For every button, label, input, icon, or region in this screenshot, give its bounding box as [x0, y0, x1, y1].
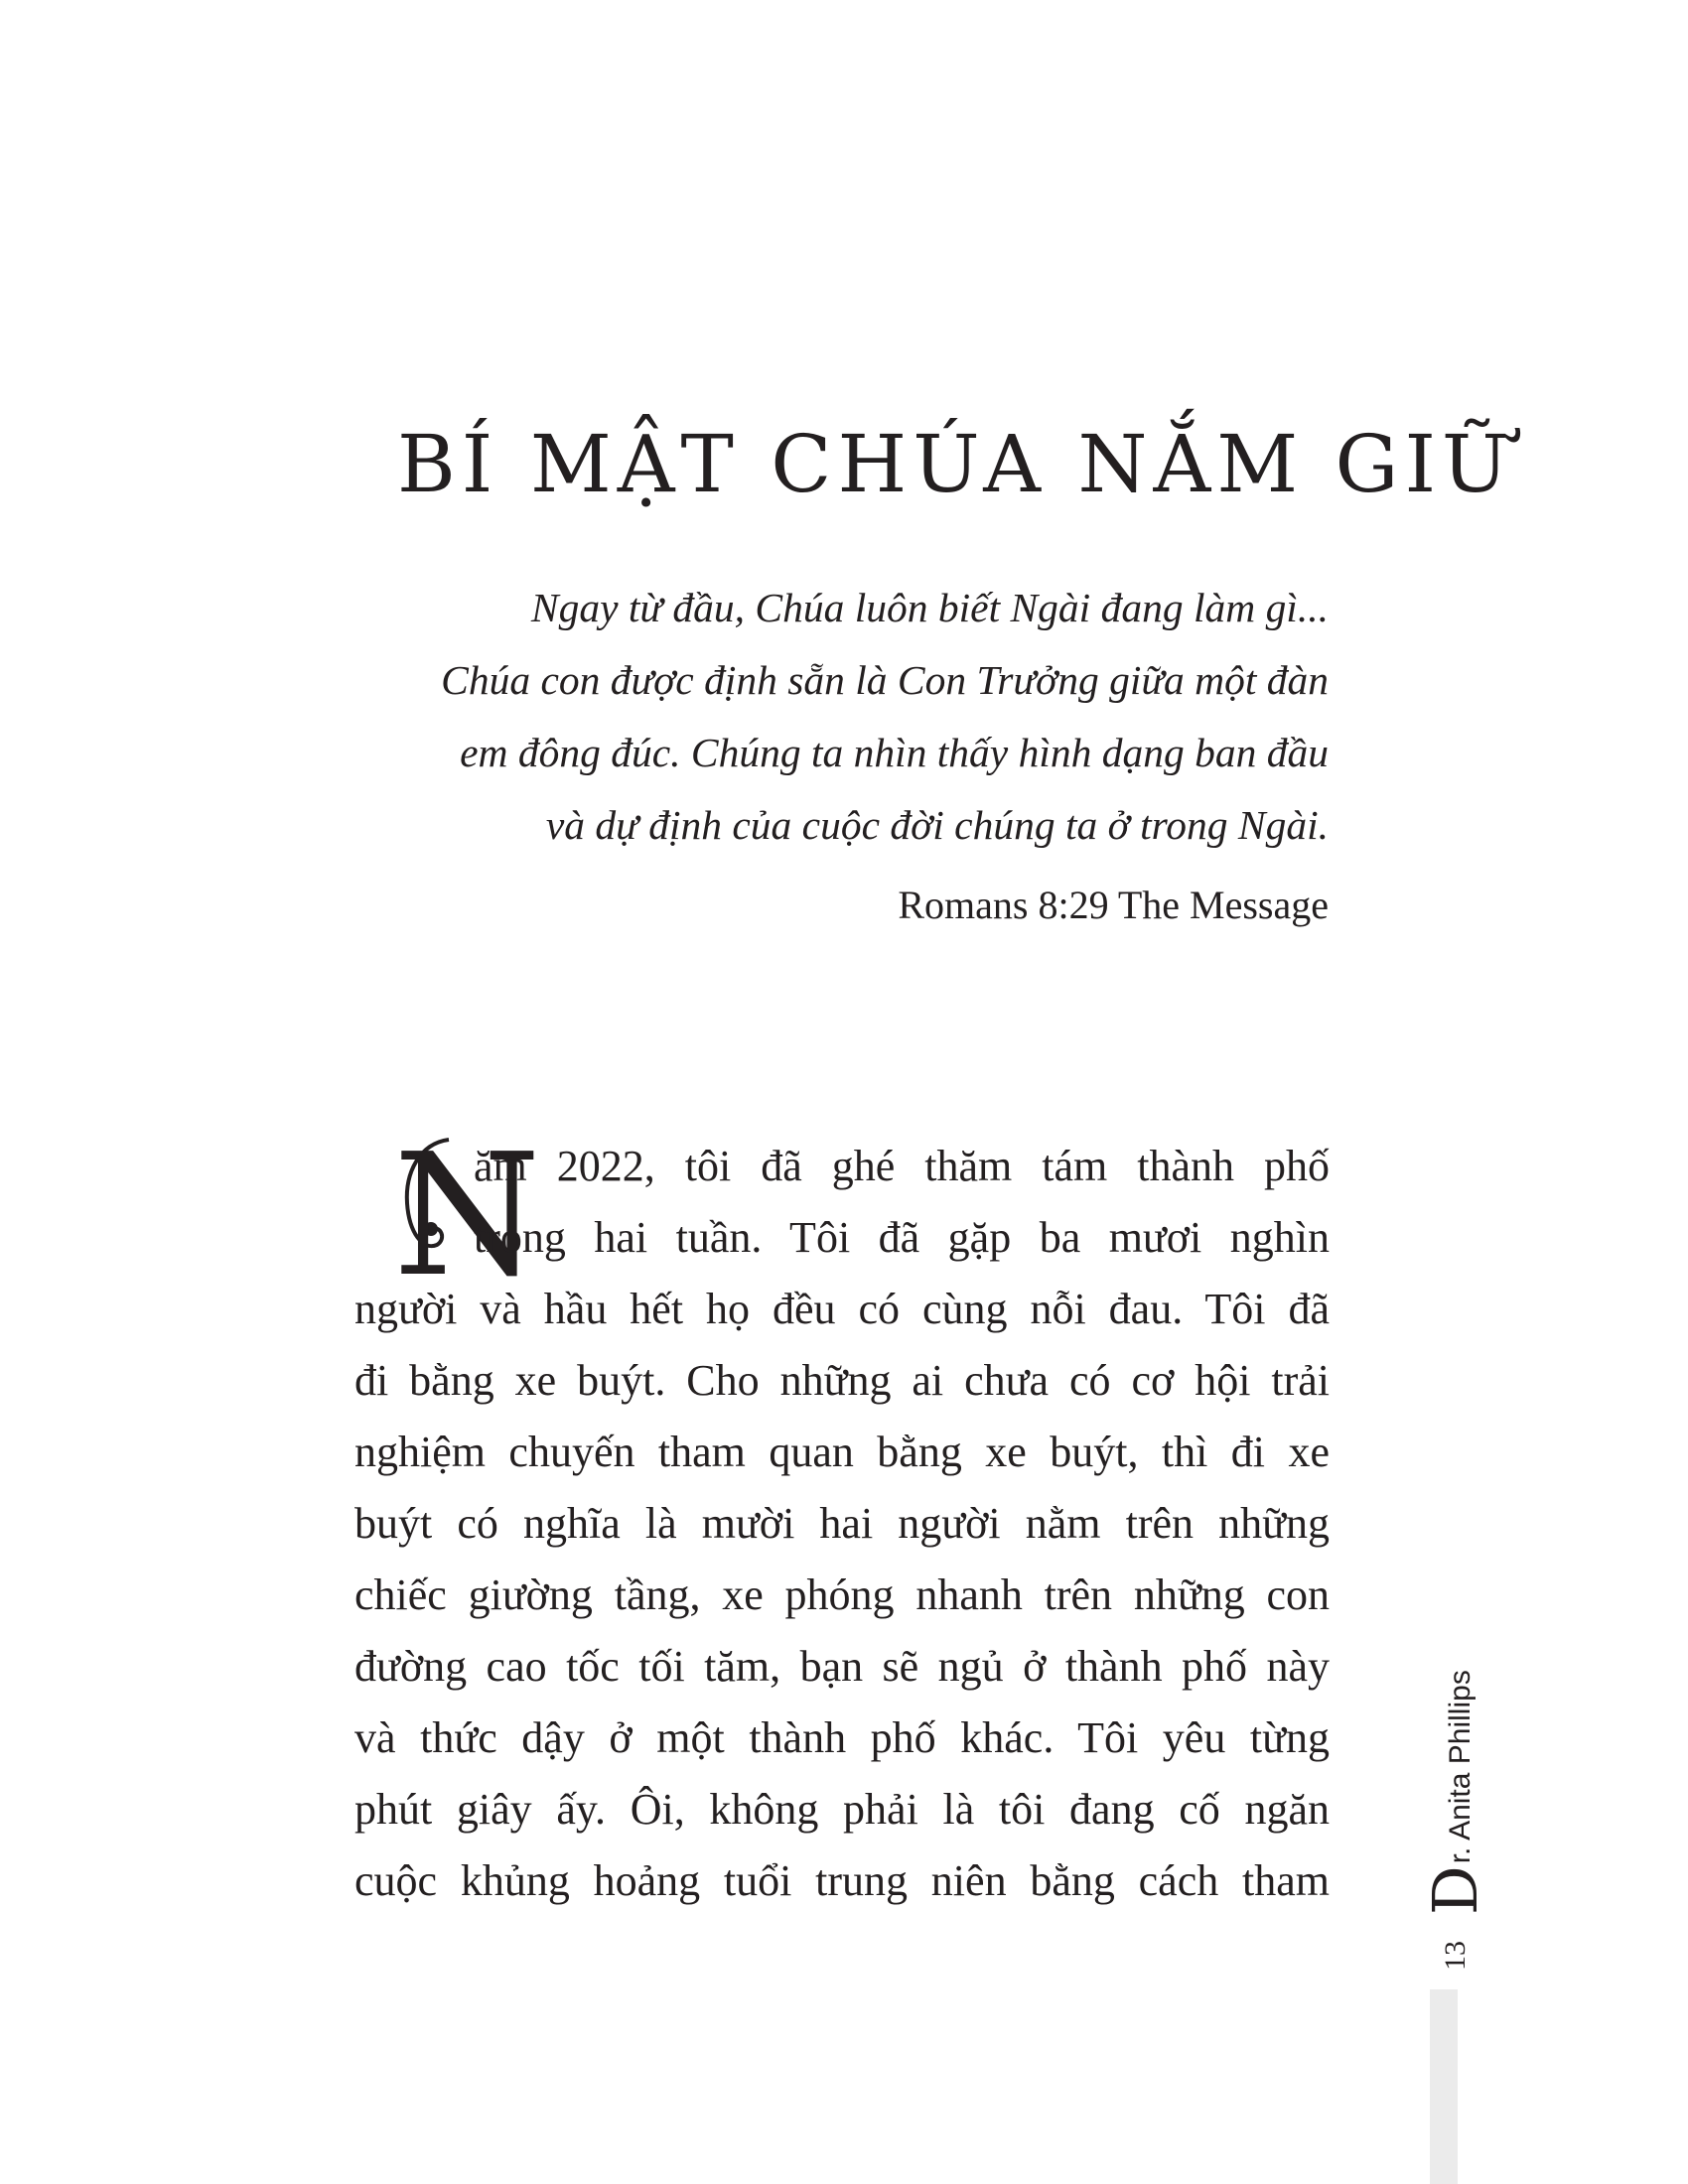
- body-line: người và hầu hết họ đều có cùng nỗi đau. Tôi đã: [354, 1285, 1330, 1333]
- epigraph: [357, 572, 1329, 930]
- body-line: buýt có nghĩa là mười hai người nằm trên những: [354, 1499, 1330, 1548]
- epigraph-line: em đông đúc. Chúng ta nhìn thấy hình dạng ban đầu: [460, 730, 1329, 775]
- epigraph-source: Romans 8:29 The Message: [898, 883, 1329, 927]
- body-line: đường cao tốc tối tăm, bạn sẽ ngủ ở thành phố này: [354, 1642, 1330, 1691]
- chapter-title: BÍ MẬT CHÚA NẮM GIỮ: [397, 418, 1515, 510]
- body-text: [354, 1118, 1330, 1917]
- epigraph-line: và dự định của cuộc đời chúng ta ở trong Ngài.: [545, 802, 1329, 848]
- body-line: ăm 2022, tôi đã ghé thăm tám thành phố: [474, 1142, 1330, 1190]
- body-line: và thức dậy ở một thành phố khác. Tôi yêu từng: [354, 1713, 1330, 1762]
- page-edge-tab: [1430, 1989, 1458, 2184]
- body-line: cuộc khủng hoảng tuổi trung niên bằng cách tham: [354, 1856, 1330, 1905]
- body-line: trong hai tuần. Tôi đã gặp ba mươi nghìn: [474, 1213, 1330, 1262]
- epigraph-line: Chúa con được định sẵn là Con Trưởng giữa một đàn: [441, 657, 1329, 703]
- body-line: chiếc giường tầng, xe phóng nhanh trên những con: [354, 1570, 1330, 1619]
- drop-cap: N: [393, 1118, 541, 1314]
- running-header: [1419, 1415, 1491, 1971]
- author-name: r. Anita Phillips: [1444, 1670, 1477, 1864]
- body-line: đi bằng xe buýt. Cho những ai chưa có cơ hội trải: [354, 1356, 1330, 1405]
- page-number: 13: [1439, 1941, 1472, 1971]
- body-line: phút giây ấy. Ôi, không phải là tôi đang cố ngăn: [354, 1785, 1330, 1834]
- body-line: nghiệm chuyến tham quan bằng xe buýt, thì đi xe: [354, 1428, 1330, 1476]
- epigraph-line: Ngay từ đầu, Chúa luôn biết Ngài đang làm gì...: [530, 585, 1329, 630]
- author-initial: D: [1419, 1865, 1491, 1915]
